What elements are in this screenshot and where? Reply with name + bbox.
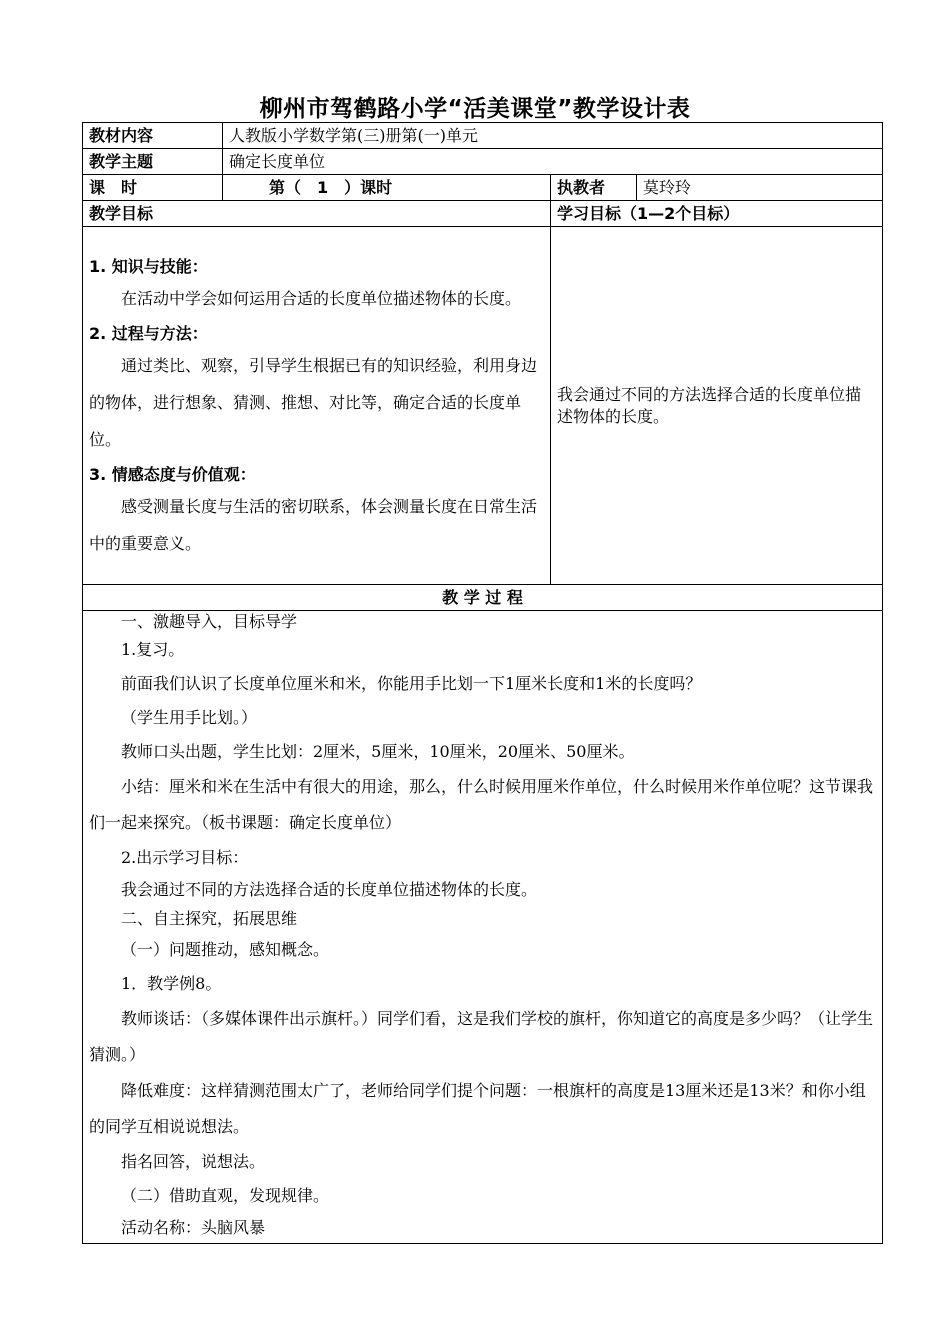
process-line: 活动名称：头脑风暴 bbox=[121, 1218, 266, 1237]
process-line: 教师口头出题，学生比划：2厘米，5厘米，10厘米，20厘米、50厘米。 bbox=[121, 742, 635, 761]
process-line: 一、激趣导入，目标导学 bbox=[121, 612, 298, 631]
goals-header-row bbox=[83, 201, 883, 227]
process-label: 教 学 过 程 bbox=[83, 585, 883, 611]
material-value: 人教版小学数学第(三)册第(一)单元 bbox=[223, 123, 883, 149]
process-line: 小结：厘米和米在生活中有很大的用途，那么，什么时候用厘米作单位，什么时候用米作单位呢？这节课我们一起来探究。（板书课题：确定长度单位） bbox=[89, 777, 874, 832]
goal-text-knowledge: 在活动中学会如何运用合适的长度单位描述物体的长度。 bbox=[121, 288, 522, 308]
goal-text-emotion: 感受测量长度与生活的密切联系，体会测量长度在日常生活中的重要意义。 bbox=[89, 496, 538, 553]
process-line: 降低难度：这样猜测范围太广了，老师给同学们提个问题：一根旗杆的高度是13厘米还是13米？和你小组的同学互相说说想法。 bbox=[89, 1081, 866, 1136]
goal-text-process: 通过类比、观察，引导学生根据已有的知识经验，利用身边的物体，进行想象、猜测、推想、对比等，确定合适的长度单位。 bbox=[89, 355, 538, 449]
goals-body-row bbox=[83, 227, 883, 585]
process-header-row bbox=[83, 585, 883, 611]
learning-goals-text: 我会通过不同的方法选择合适的长度单位描述物体的长度。 bbox=[551, 227, 883, 585]
teacher-value: 莫玲玲 bbox=[637, 175, 883, 201]
goal-heading-emotion: 3. 情感态度与价值观： bbox=[89, 464, 256, 484]
period-row bbox=[83, 175, 883, 201]
material-label: 教材内容 bbox=[83, 123, 223, 149]
period-label: 课 时 bbox=[83, 175, 223, 201]
process-cell bbox=[83, 611, 883, 1244]
process-line: 前面我们认识了长度单位厘米和米，你能用手比划一下1厘米长度和1米的长度吗？ bbox=[121, 674, 702, 693]
theme-value: 确定长度单位 bbox=[223, 149, 883, 175]
material-row bbox=[83, 123, 883, 149]
process-body-row bbox=[83, 611, 883, 1244]
teaching-goals-cell bbox=[83, 227, 551, 585]
process-line: 二、自主探究，拓展思维 bbox=[121, 909, 298, 928]
process-line: （学生用手比划。） bbox=[121, 708, 258, 727]
process-line: 教师谈话：（多媒体课件出示旗杆。）同学们看，这是我们学校的旗杆，你知道它的高度是多少吗？（让学生猜测。） bbox=[89, 1009, 874, 1064]
theme-row bbox=[83, 149, 883, 175]
process-line: 1.复习。 bbox=[121, 640, 185, 659]
process-line: （二）借助直观，发现规律。 bbox=[121, 1186, 330, 1205]
process-line: （一）问题推动，感知概念。 bbox=[121, 940, 330, 959]
document-title: 柳州市驾鹤路小学“活美课堂”教学设计表 bbox=[259, 96, 691, 122]
period-value: 第（ 1 ）课时 bbox=[223, 175, 551, 201]
goal-heading-knowledge: 1. 知识与技能： bbox=[89, 256, 208, 276]
theme-label: 教学主题 bbox=[83, 149, 223, 175]
teaching-goals-label: 教学目标 bbox=[83, 201, 551, 227]
lesson-design-table bbox=[82, 122, 883, 1244]
learning-goals-label: 学习目标（1—2个目标） bbox=[551, 201, 883, 227]
process-line: 1．教学例8。 bbox=[121, 974, 222, 993]
process-line: 我会通过不同的方法选择合适的长度单位描述物体的长度。 bbox=[121, 880, 538, 899]
goal-heading-process: 2. 过程与方法： bbox=[89, 323, 208, 343]
teacher-label: 执教者 bbox=[551, 175, 637, 201]
process-line: 2.出示学习目标： bbox=[121, 848, 249, 867]
process-line: 指名回答，说想法。 bbox=[121, 1152, 266, 1171]
